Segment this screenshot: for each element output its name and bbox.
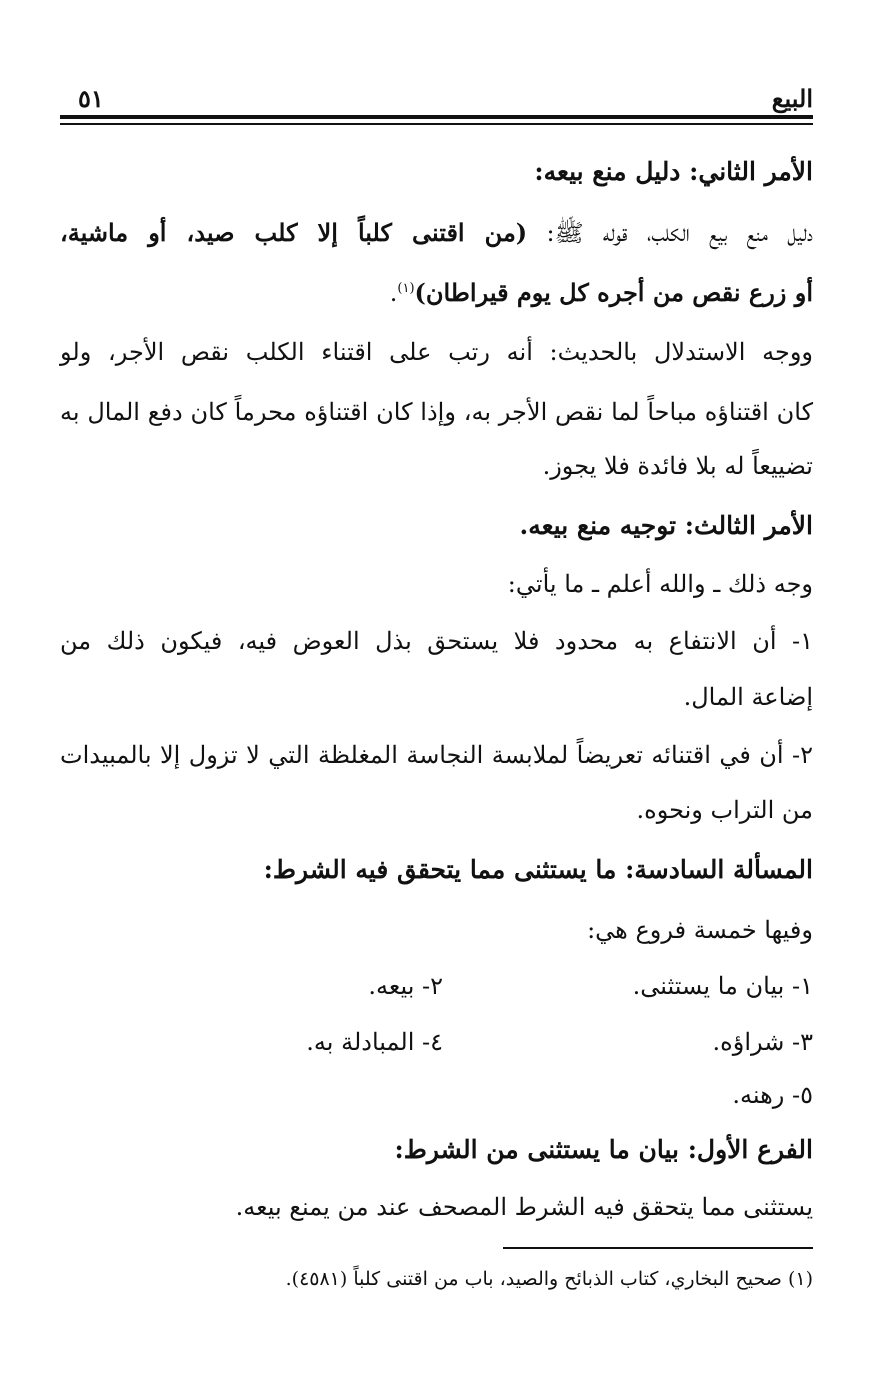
branch-item: ٢- بيعه. xyxy=(368,972,443,1000)
heading-sixth-issue: المسألة السادسة: ما يستثنى مما يتحقق فيه الشرط: xyxy=(263,855,813,884)
hadith-quote-part-1: (من اقتنى كلباً إلا كلب صيد، أو ماشية، xyxy=(60,218,528,247)
header-rule-thick xyxy=(60,115,813,119)
paragraph-inference-line-1: ووجه الاستدلال بالحديث: أنه رتب على اقتناء الكلب نقص الأجر، ولو xyxy=(60,338,813,366)
branch-item: ٤- المبادلة به. xyxy=(306,1028,443,1056)
branch-item: ٥- رهنه. xyxy=(732,1081,813,1109)
branch-item: ١- بيان ما يستثنى. xyxy=(632,972,813,1000)
paragraph-reasoning-intro: وجه ذلك ـ والله أعلم ـ ما يأتي: xyxy=(507,570,813,598)
paragraph-proof-line-2 xyxy=(60,273,813,313)
page-number: ٥١ xyxy=(78,84,104,113)
heading-second-matter: الأمر الثاني: دليل منع بيعه: xyxy=(534,157,813,186)
page-header xyxy=(60,84,813,114)
hadith-quote-part-2: أو زرع نقص من أجره كل يوم قيراطان) xyxy=(414,278,813,307)
paragraph-inference-line-2: كان اقتناؤه مباحاً لما نقص الأجر به، وإذا كان اقتناؤه محرماً كان دفع المال به xyxy=(60,398,813,426)
branches-intro: وفيها خمسة فروع هي: xyxy=(587,916,813,944)
footnote-separator xyxy=(503,1247,813,1249)
heading-first-branch: الفرع الأول: بيان ما يستثنى من الشرط: xyxy=(394,1135,813,1164)
proof-intro: دليل منع بيع الكلب، قوله ﷺ: xyxy=(527,219,814,247)
heading-third-matter: الأمر الثالث: توجيه منع بيعه. xyxy=(519,511,813,540)
paragraph-exception: يستثنى مما يتحقق فيه الشرط المصحف عند من يمنع بيعه. xyxy=(235,1193,813,1221)
footnote-1: (١) صحيح البخاري، كتاب الذبائح والصيد، باب من اقتنى كلباً (٤٥٨١). xyxy=(285,1268,813,1290)
reason-1-line-1: ١- أن الانتفاع به محدود فلا يستحق بذل العوض فيه، فيكون ذلك من xyxy=(60,627,813,655)
branch-item: ٣- شراؤه. xyxy=(712,1028,813,1056)
header-rule-thin xyxy=(60,123,813,125)
reason-2-line-2: من التراب ونحوه. xyxy=(636,796,813,824)
reason-1-line-2: إضاعة المال. xyxy=(683,683,813,711)
paragraph-proof-line-1 xyxy=(60,213,813,253)
running-title: البيع xyxy=(771,84,813,113)
paragraph-inference-line-3: تضييعاً له بلا فائدة فلا يجوز. xyxy=(542,452,813,480)
footnote-marker[interactable]: (١) xyxy=(397,281,415,296)
proof-end: . xyxy=(389,279,398,307)
reason-2-line-1: ٢- أن في اقتنائه تعريضاً لملابسة النجاسة المغلظة التي لا تزول إلا بالمبيدات xyxy=(60,741,813,769)
